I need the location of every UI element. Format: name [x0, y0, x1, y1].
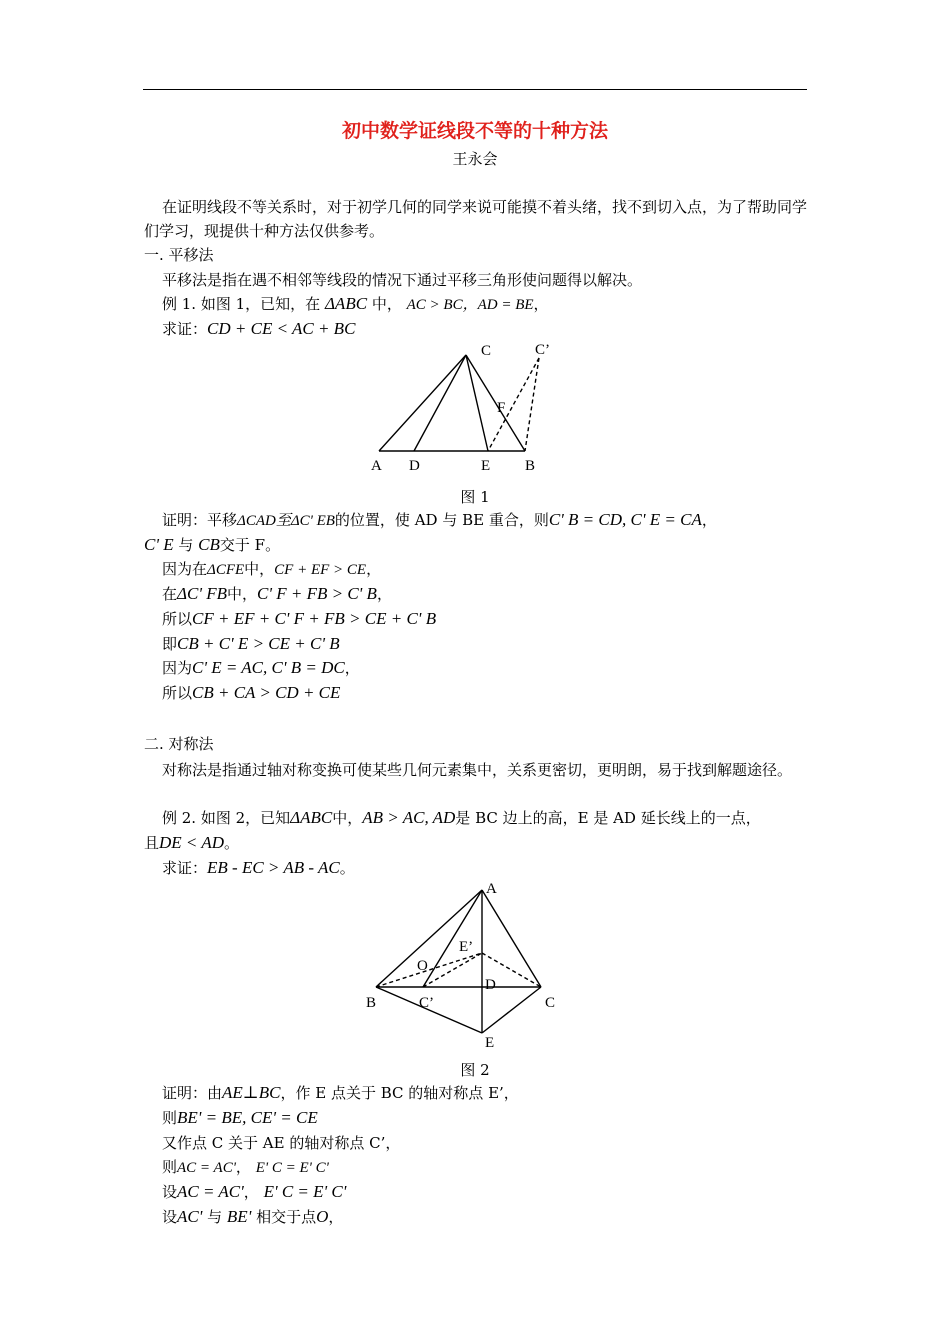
- proof-2-line-2: 则BE' = BE, CE' = CE: [162, 1108, 318, 1127]
- figure-2-caption: 图 2: [460, 1061, 490, 1079]
- proof-1-line-7: 因为C' E = AC, C' B = DC，: [162, 658, 360, 677]
- proof-2-line-1: 证明：由AE⊥BC，作 E 点关于 BC 的轴对称点 E’，: [162, 1083, 519, 1102]
- fig1-label-a: A: [371, 458, 382, 474]
- example-2: 例 2. 如图 2，已知ΔABC中，AB > AC, AD是 BC 边上的高，E 是 AD 延长线上的一点，: [162, 808, 761, 827]
- proof-1-line-8: 所以CB + CA > CD + CE: [162, 683, 341, 702]
- figure-1-caption: 图 1: [460, 488, 490, 506]
- proof-1-line-3: 因为在ΔCFE中，CF + EF > CE，: [162, 560, 382, 578]
- fig1-label-c-prime: C’: [535, 342, 550, 358]
- fig1-label-c: C: [481, 343, 492, 359]
- fig2-line-be2: [376, 953, 482, 987]
- section-2-heading: 二. 对称法: [144, 735, 214, 753]
- proof-1-line-6: 即CB + C' E > CE + C' B: [162, 634, 340, 653]
- proof-2-line-6: 设AC' 与 BE' 相交于点O，: [162, 1207, 344, 1226]
- fig2-label-a: A: [486, 881, 497, 897]
- fig1-label-d: D: [409, 458, 420, 474]
- proof-1-line-2: C' E 与 CB交于 F。: [144, 535, 281, 554]
- proof-2-line-4: 则AC = AC'， E' C = E' C': [162, 1158, 329, 1176]
- fig1-line-cb: [466, 355, 525, 451]
- prove-1: 求证：CD + CE < AC + BC: [162, 319, 356, 338]
- proof-1-line-5: 所以CF + EF + C' F + FB > CE + C' B: [162, 609, 437, 628]
- section-1-desc: 平移法是指在遇不相邻等线段的情况下通过平移三角形使问题得以解决。: [162, 271, 643, 289]
- section-2-desc: 对称法是指通过轴对称变换可使某些几何元素集中，关系更密切，更明朗，易于找到解题途径。: [162, 761, 793, 779]
- fig2-line-ac: [482, 890, 541, 987]
- author: 王永会: [452, 150, 498, 168]
- fig2-label-b: B: [366, 995, 377, 1011]
- fig2-label-e-prime: E’: [459, 939, 474, 955]
- proof-2-line-3: 又作点 C 关于 AE 的轴对称点 C’，: [162, 1134, 401, 1152]
- prove-2: 求证：EB - EC > AB - AC。: [162, 858, 355, 877]
- fig1-label-e: E: [481, 458, 491, 474]
- fig2-label-e: E: [485, 1035, 495, 1051]
- fig2-label-o: O: [417, 958, 428, 974]
- section-1-heading: 一. 平移法: [144, 246, 214, 264]
- fig1-label-b: B: [525, 458, 536, 474]
- fig1-label-f: F: [497, 400, 506, 416]
- fig2-label-c: C: [545, 995, 556, 1011]
- fig1-line-ce: [466, 355, 488, 451]
- fig2-label-c-prime: C’: [419, 995, 434, 1011]
- fig2-line-c2e2: [423, 953, 482, 987]
- fig2-label-d: D: [485, 977, 496, 993]
- proof-1-line-1: 证明：平移ΔCAD至ΔC' EB的位置，使 AD 与 BE 重合，则C' B = CD, C' E = CA，: [162, 510, 717, 529]
- fig2-line-ce: [482, 987, 541, 1033]
- page-title: 初中数学证线段不等的十种方法: [341, 120, 608, 142]
- intro-paragraph: 在证明线段不等关系时，对于初学几何的同学来说可能摸不着头绪，找不到切入点，为了帮助同学们学习，现提供十种方法仅供参考。: [144, 198, 808, 240]
- proof-2-line-5: 设AC = AC'， E' C = E' C': [162, 1182, 347, 1201]
- example-1: 例 1. 如图 1，已知，在 ΔABC 中， AC > BC，AD = BE，: [162, 294, 549, 313]
- proof-1-line-4: 在ΔC' FB中，C' F + FB > C' B，: [162, 584, 392, 603]
- example-2-line-2: 且DE < AD。: [144, 833, 240, 852]
